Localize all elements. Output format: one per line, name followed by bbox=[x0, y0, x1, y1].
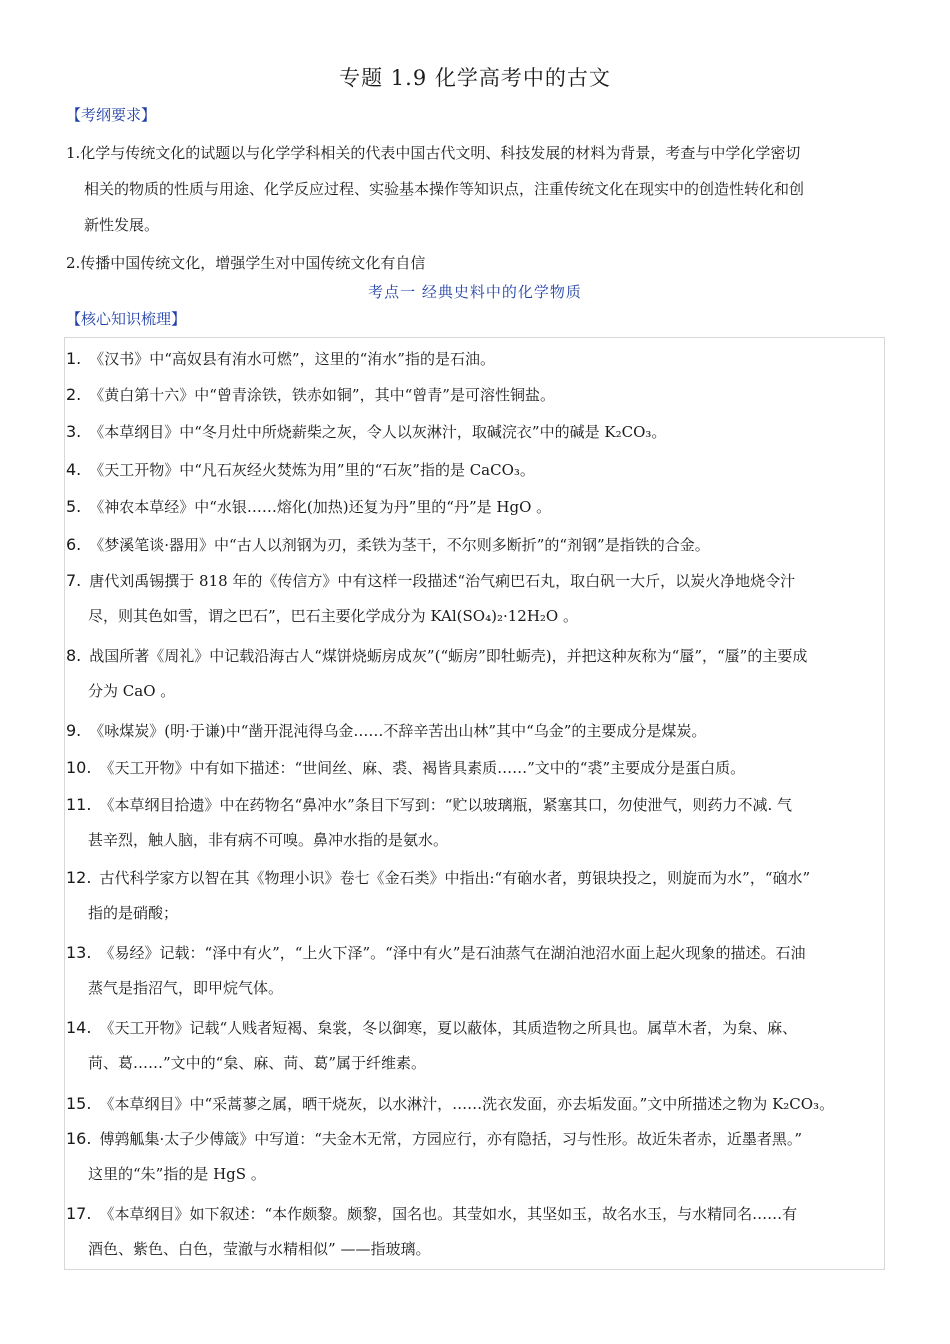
knowledge-item-number: 8. bbox=[66, 646, 82, 665]
knowledge-item bbox=[66, 1086, 884, 1122]
knowledge-item bbox=[66, 1121, 884, 1192]
knowledge-item bbox=[66, 452, 884, 488]
knowledge-item-number: 13. bbox=[66, 943, 92, 962]
knowledge-item bbox=[66, 750, 884, 786]
knowledge-item bbox=[66, 713, 884, 749]
knowledge-item-number: 9. bbox=[66, 721, 82, 740]
knowledge-item-text-continued: 甚辛烈，触人脑，非有病不可嗅。鼻冲水指的是氨水。 bbox=[88, 831, 449, 849]
knowledge-item-number: 14. bbox=[66, 1018, 92, 1037]
knowledge-item-text: 唐代刘禹锡撰于 818 年的《传信方》中有这样一段描述“治气痢巴石丸，取白矾一大斤，以炭火净地烧令汁 bbox=[89, 572, 796, 590]
knowledge-item bbox=[66, 527, 884, 563]
knowledge-item-number: 17. bbox=[66, 1204, 92, 1223]
knowledge-item bbox=[66, 377, 884, 413]
knowledge-item-text: 《黄白第十六》中“曾青涂铁，铁赤如铜”，其中“曾青”是可溶性铜盐。 bbox=[89, 386, 555, 404]
topic-heading: 考点一 经典史料中的化学物质 bbox=[368, 283, 582, 301]
knowledge-item-text: 《天工开物》中“凡石灰经火焚炼为用”里的“石灰”指的是 CaCO₃。 bbox=[89, 461, 535, 479]
knowledge-item-text: 《天工开物》记载“人贱者短褐、枲裳，冬以御寒，夏以蔽体，其质造物之所具也。属草木者，为枲、麻、 bbox=[99, 1019, 798, 1037]
knowledge-item-text: 《易经》记载：“泽中有火”，“上火下泽”。“泽中有火”是石油蒸气在湖泊池沼水面上起火现象的描述。石油 bbox=[99, 944, 806, 962]
knowledge-item-text: 《本草纲目拾遗》中在药物名“鼻冲水”条目下写到：“贮以玻璃瓶，紧塞其口，勿使泄气，则药力不减. 气 bbox=[99, 796, 792, 814]
knowledge-item bbox=[66, 563, 884, 634]
knowledge-item-text: 《神农本草经》中“水银……熔化(加热)还复为丹”里的“丹”是 HgO 。 bbox=[89, 498, 552, 516]
page-title: 专题 1.9 化学高考中的古文 bbox=[339, 66, 611, 90]
knowledge-item bbox=[66, 1196, 884, 1267]
knowledge-item-number: 6. bbox=[66, 535, 82, 554]
knowledge-item-number: 5. bbox=[66, 497, 82, 516]
knowledge-item-number: 7. bbox=[66, 571, 82, 590]
knowledge-item-number: 3. bbox=[66, 422, 82, 441]
knowledge-item-number: 12. bbox=[66, 868, 92, 887]
requirement-item-1-line-3: 新性发展。 bbox=[84, 216, 160, 234]
knowledge-item-number: 11. bbox=[66, 795, 92, 814]
knowledge-item-text: 《本草纲目》如下叙述：“本作颇黎。颇黎，国名也。其莹如水，其坚如玉，故名水玉，与水精同名……有 bbox=[99, 1205, 798, 1223]
knowledge-item-number: 16. bbox=[66, 1129, 92, 1148]
knowledge-item-text-continued: 酒色、紫色、白色，莹澈与水精相似” ——指玻璃。 bbox=[88, 1240, 431, 1258]
requirement-item-1 bbox=[66, 135, 886, 243]
knowledge-item-text-continued: 指的是硝酸； bbox=[88, 904, 179, 922]
knowledge-item-number: 4. bbox=[66, 460, 82, 479]
knowledge-item-text: 古代科学家方以智在其《物理小识》卷七《金石类》中指出:“有硇水者，剪银块投之，则旋而为水”，“硇水” bbox=[99, 869, 811, 887]
knowledge-item bbox=[66, 1010, 884, 1081]
knowledge-item-number: 15. bbox=[66, 1094, 92, 1113]
knowledge-item bbox=[66, 787, 884, 858]
requirement-item-1-line-1: 1.化学与传统文化的试题以与化学学科相关的代表中国古代文明、科技发展的材料为背景，考查与中学化学密切 bbox=[66, 144, 801, 162]
knowledge-item-text-continued: 尽，则其色如雪，谓之巴石”，巴石主要化学成分为 KAl(SO₄)₂·12H₂O 。 bbox=[88, 607, 578, 625]
knowledge-item-text-continued: 苘、葛……”文中的“枲、麻、苘、葛”属于纤维素。 bbox=[88, 1054, 427, 1072]
requirement-item-2: 2.传播中国传统文化，增强学生对中国传统文化有自信 bbox=[66, 254, 426, 272]
knowledge-item-text: 《梦溪笔谈·器用》中“古人以剂钢为刃，柔铁为茎干，不尔则多断折”的“剂钢”是指铁的合金。 bbox=[89, 536, 710, 554]
knowledge-item-text: 《汉书》中“高奴县有洧水可燃”，这里的“洧水”指的是石油。 bbox=[89, 350, 495, 368]
knowledge-item-number: 2. bbox=[66, 385, 82, 404]
requirements-label: 【考纲要求】 bbox=[66, 106, 157, 124]
knowledge-item-text: 《咏煤炭》(明·于谦)中“凿开混沌得乌金……不辞辛苦出山林”其中“乌金”的主要成分是煤炭。 bbox=[89, 722, 707, 740]
knowledge-item-text-continued: 分为 CaO 。 bbox=[88, 682, 176, 700]
knowledge-item bbox=[66, 860, 884, 931]
knowledge-item-number: 10. bbox=[66, 758, 92, 777]
knowledge-item-text: 《本草纲目》中“采蒿蓼之属，晒干烧灰，以水淋汁，……洗衣发面，亦去垢发面。”文中所描述之物为 K₂CO₃。 bbox=[99, 1095, 835, 1113]
knowledge-item bbox=[66, 341, 884, 377]
knowledge-item-text-continued: 这里的“朱”指的是 HgS 。 bbox=[88, 1165, 266, 1183]
knowledge-item-text: 《天工开物》中有如下描述：“世间丝、麻、裘、褐皆具素质……”文中的“裘”主要成分是蛋白质。 bbox=[99, 759, 746, 777]
core-knowledge-label: 【核心知识梳理】 bbox=[66, 310, 187, 328]
knowledge-item bbox=[66, 935, 884, 1006]
knowledge-item bbox=[66, 638, 884, 709]
knowledge-item-text: 《本草纲目》中“冬月灶中所烧薪柴之灰，令人以灰淋汁，取碱浣衣”中的碱是 K₂CO₃。 bbox=[89, 423, 667, 441]
knowledge-item-text: 战国所著《周礼》中记载沿海古人“煤饼烧蛎房成灰”(“蛎房”即牡蛎壳)，并把这种灰称为“蜃”，“蜃”的主要成 bbox=[89, 647, 808, 665]
knowledge-item-text: 傅鹑觚集·太子少傅箴》中写道：“夫金木无常，方园应行，亦有隐括，习与性形。故近朱者赤，近墨者黑。” bbox=[99, 1130, 803, 1148]
knowledge-item bbox=[66, 489, 884, 525]
knowledge-item-text-continued: 蒸气是指沼气，即甲烷气体。 bbox=[88, 979, 284, 997]
requirement-item-1-line-2: 相关的物质的性质与用途、化学反应过程、实验基本操作等知识点，注重传统文化在现实中的创造性转化和创 bbox=[84, 180, 805, 198]
knowledge-item bbox=[66, 414, 884, 450]
knowledge-item-number: 1. bbox=[66, 349, 82, 368]
